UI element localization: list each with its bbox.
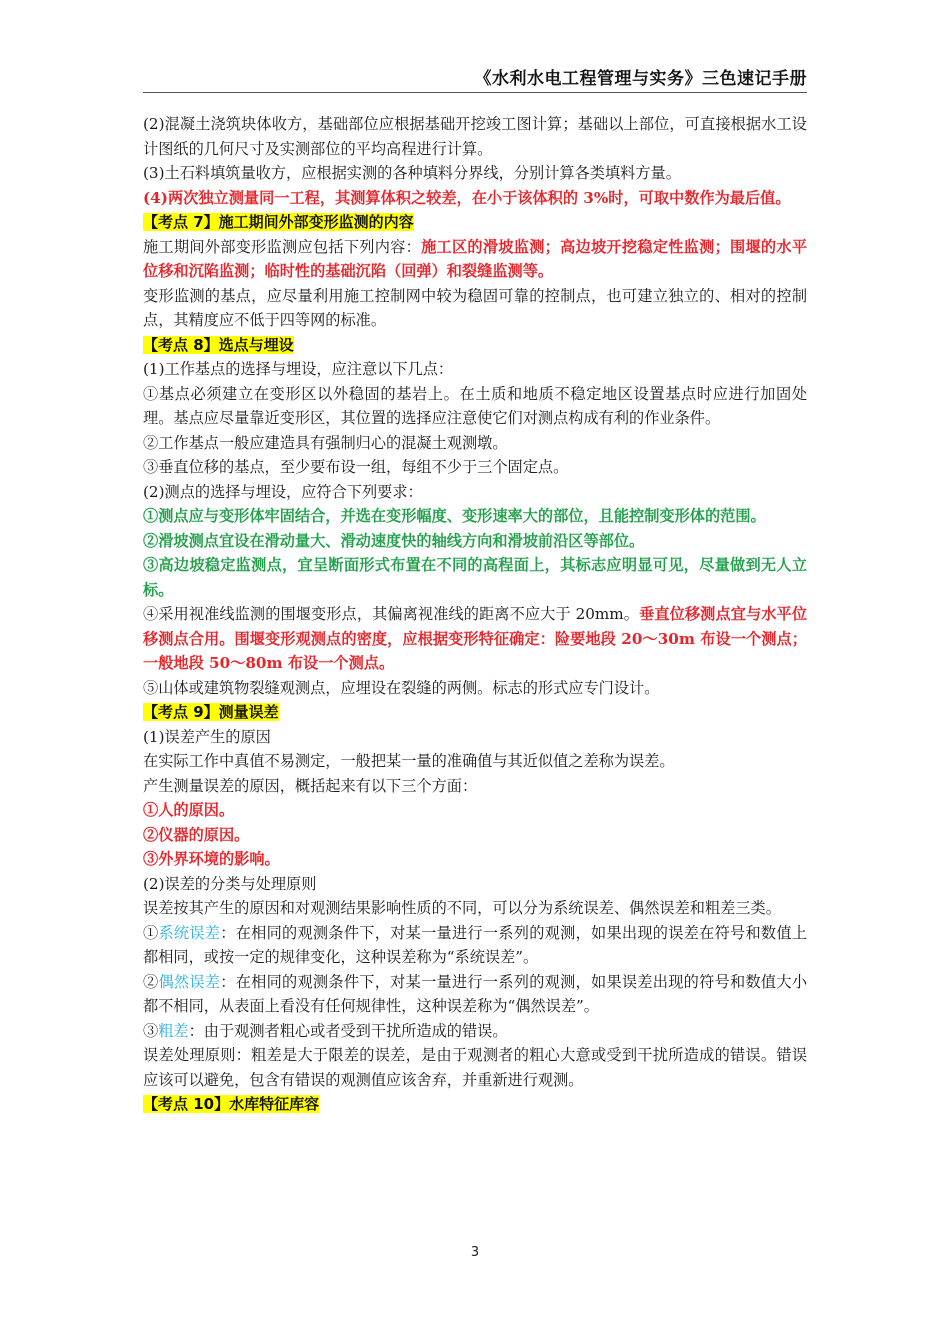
paragraph: ⑤山体或建筑物裂缝观测点，应埋设在裂缝的两侧。标志的形式应专门设计。 xyxy=(143,678,660,697)
paragraph: 误差处理原则：粗差是大于限差的误差，是由于观测者的粗心大意或受到干扰所造成的错误。错误应该可以避免，包含有错误的观测值应该舍弃，并重新进行观测。 xyxy=(143,1046,807,1089)
header-rule xyxy=(143,92,807,93)
section-heading-label: 【考点 7】施工期间外部变形监测的内容 xyxy=(143,213,414,231)
paragraph-red: ③外界环境的影响。 xyxy=(143,850,280,868)
section-heading xyxy=(143,700,807,725)
paragraph-text: ：在相同的观测条件下，对某一量进行一系列的观测，如果出现的误差在符号和数值上都相同，或按一定的规律变化，这种误差称为“系统误差”。 xyxy=(143,923,808,966)
paragraph-red: ①人的原因。 xyxy=(143,801,235,819)
paragraph-text: ：由于观测者粗心或者受到干扰所造成的错误。 xyxy=(188,1021,508,1040)
paragraph: (1)工作基点的选择与埋设，应注意以下几点： xyxy=(143,360,454,378)
paragraph: (3)土石料填筑量收方，应根据实测的各种填料分界线，分别计算各类填料方量。 xyxy=(143,164,681,182)
header-title: 《水利水电工程管理与实务》三色速记手册 xyxy=(474,69,807,89)
term-highlight: 系统误差 xyxy=(158,923,221,942)
paragraph: ②工作基点一般应建造具有强制归心的混凝土观测墩。 xyxy=(143,433,508,452)
section-heading-label: 【考点 9】测量误差 xyxy=(143,703,279,721)
list-number: ② xyxy=(143,972,159,991)
paragraph xyxy=(143,235,807,284)
page-number: 3 xyxy=(470,1245,480,1260)
paragraph-green: ②滑坡测点宜设在滑动量大、滑动速度快的轴线方向和滑坡前沿区等部位。 xyxy=(143,531,645,550)
paragraph-green: ③高边坡稳定监测点，宜呈断面形式布置在不同的高程面上，其标志应明显可见，尽量做到无人立标。 xyxy=(143,556,807,599)
paragraph-red: ②仪器的原因。 xyxy=(143,825,250,844)
list-number: ① xyxy=(143,923,159,942)
paragraph: 误差按其产生的原因和对观测结果影响性质的不同，可以分为系统误差、偶然误差和粗差三类。 xyxy=(143,899,781,917)
paragraph: (1)误差产生的原因 xyxy=(143,727,271,746)
term-highlight: 偶然误差 xyxy=(158,972,221,991)
paragraph: ③垂直位移的基点，至少要布设一组，每组不少于三个固定点。 xyxy=(143,458,569,476)
paragraph-red-text: 施工区的滑坡监测；高边坡开挖稳定性监测；围堰的水平位移和沉陷监测；临时性的基础沉陷（回弹）和裂缝监测等。 xyxy=(143,237,808,280)
paragraph-green: ①测点应与变形体牢固结合，并选在变形幅度、变形速率大的部位，且能控制变形体的范围。 xyxy=(143,507,766,525)
paragraph: 产生测量误差的原因，概括起来有以下三个方面： xyxy=(143,776,478,795)
paragraph xyxy=(143,921,807,970)
section-heading-label: 【考点 8】选点与埋设 xyxy=(143,335,294,354)
paragraph: 在实际工作中真值不易测定，一般把某一量的准确值与其近似值之差称为误差。 xyxy=(143,752,675,770)
paragraph-text: ：在相同的观测条件下，对某一量进行一系列的观测，如果误差出现的符号和数值大小都不相同，从表面上看没有任何规律性，这种误差称为“偶然误差”。 xyxy=(143,972,808,1015)
paragraph: (2)误差的分类与处理原则 xyxy=(143,874,317,893)
section-heading-label: 【考点 10】水库特征库容 xyxy=(143,1095,320,1113)
paragraph-text: 施工期间外部变形监测应包括下列内容： xyxy=(143,237,422,256)
paragraph-red-text: 垂直位移测点宜与水平位移测点合用。围堰变形观测点的密度，应根据变形特征确定：险要地段 20～30m 布设一个测点；一般地段 50～80m 布设一个测点。 xyxy=(143,605,808,672)
paragraph: ①基点必须建立在变形区以外稳固的基岩上。在土质和地质不稳定地区设置基点时应进行加固处理。基点应尽量靠近变形区，其位置的选择应注意使它们对测点构成有利的作业条件。 xyxy=(143,384,807,427)
section-heading xyxy=(143,333,807,358)
list-number: ③ xyxy=(143,1021,159,1040)
section-heading xyxy=(143,1092,807,1117)
paragraph xyxy=(143,602,807,676)
section-heading xyxy=(143,210,807,235)
page-content xyxy=(143,112,807,1117)
paragraph: (2)测点的选择与埋设，应符合下列要求： xyxy=(143,482,423,501)
paragraph: 变形监测的基点，应尽量利用施工控制网中较为稳固可靠的控制点，也可建立独立的、相对的控制点，其精度应不低于四等网的标准。 xyxy=(143,286,807,329)
paragraph: (2)混凝土浇筑块体收方，基础部位应根据基础开挖竣工图计算；基础以上部位，可直接根据水工设计图纸的几何尺寸及实测部位的平均高程进行计算。 xyxy=(143,115,807,158)
paragraph-text: ④采用视准线监测的围堰变形点，其偏离视准线的距离不应大于 20mm。 xyxy=(143,605,640,623)
paragraph-red: (4)两次独立测量同一工程，其测算体积之较差，在小于该体积的 3%时，可取中数作为最后值。 xyxy=(143,188,791,207)
term-highlight: 粗差 xyxy=(158,1021,189,1040)
paragraph xyxy=(143,970,807,1019)
paragraph xyxy=(143,1019,807,1044)
